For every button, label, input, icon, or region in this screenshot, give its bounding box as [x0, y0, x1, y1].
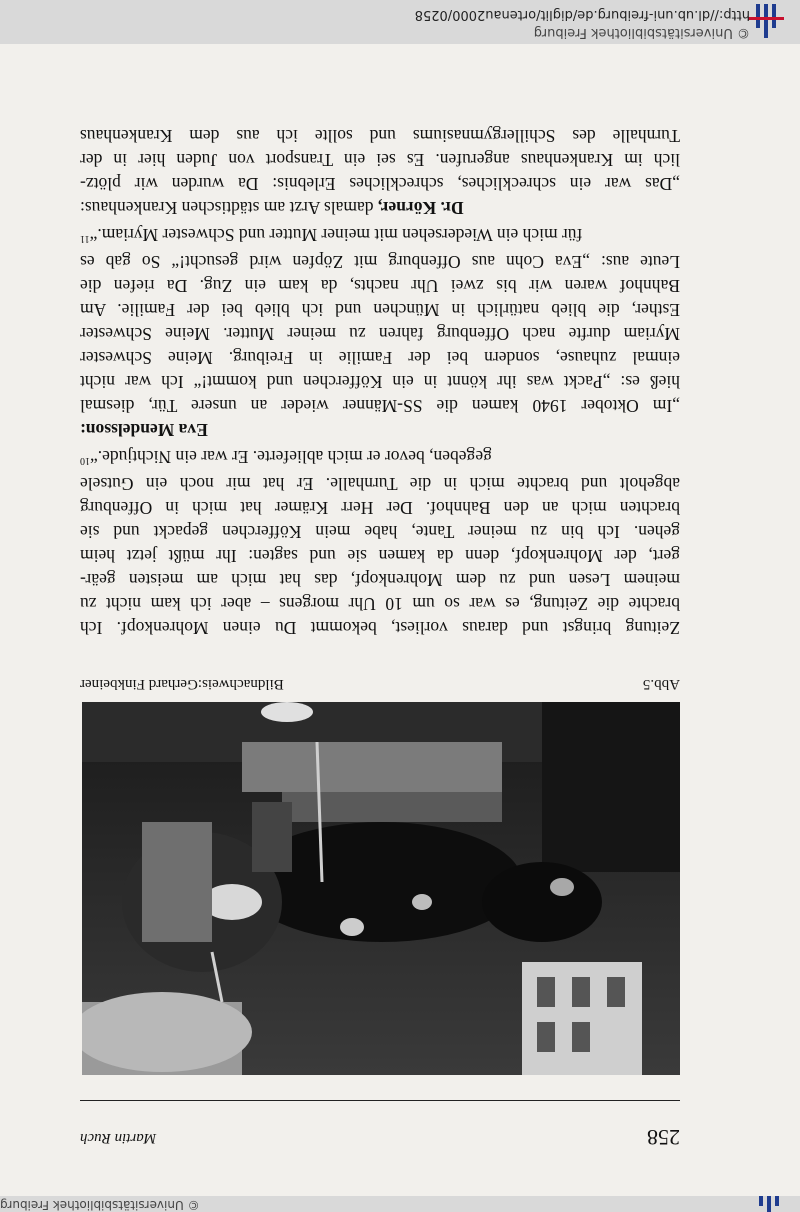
text-line: brachten mich an den Bahnhof. Der Herr Krämer hat mich in Offenburg — [80, 498, 680, 518]
text-line: für mich ein Wiedersehen mit meiner Mutter und Schwester Myriam.“$^{11}$ — [80, 225, 583, 246]
footnote-ref: 11 — [80, 233, 90, 244]
figure-credit: Bildnachweis:Gerhard Finkbeiner — [80, 676, 284, 692]
viewer-copyright: © Universitätsbibliothek Freiburg — [533, 25, 750, 40]
text-line: meinem Lesen und zu dem Mohrenkopf, das hat mich am meisten geär- — [80, 570, 680, 590]
viewer-footer-text: © Universitätsbibliothek Freiburg — [0, 1198, 200, 1212]
speaker-heading — [80, 418, 680, 442]
viewer-url[interactable]: http://dl.ub.uni-freiburg.de/diglit/ortenau2000/0258 — [414, 7, 750, 22]
text-line: Leute aus: „Eva Cohn aus Offenburg mit Zöpfen wird gesucht!“ So gab es — [80, 252, 680, 272]
text-line: Turnhalle des Schillergymnasiums und sollte ich aus dem Krankenhaus — [80, 126, 680, 146]
viewer-header-text — [80, 2, 750, 42]
text-line: Bahnhof waren wir bis zwei Uhr nachts, da kam ein Zug. Da riefen die — [80, 276, 680, 296]
text-line: brachte die Zeitung, es war so um 10 Uhr morgens – aber ich kam nicht zu — [80, 594, 680, 614]
running-head: Martin Ruch — [80, 1130, 157, 1146]
text-line: lich im Krankenhaus angerufen. Es sei ein Transport von Juden hier in der — [80, 150, 680, 170]
text-line: einmal zuhause, sondern bei der Familie in Freiburg. Meine Schwester — [80, 348, 680, 368]
historical-photograph — [82, 702, 680, 1075]
text-line: Zeitung bringst und daraus vorliest, bekommt Du einen Mohrenkopf. Ich — [80, 618, 680, 638]
text-line: Myriam durfte nach Offenburg fahren zu meiner Mutter. Meine Schwester — [80, 324, 680, 344]
speaker-name: Dr. Körner, — [377, 198, 464, 218]
library-logo-icon — [748, 4, 784, 38]
library-logo-icon — [752, 1196, 786, 1212]
speaker-heading: Dr. Körner, damals Arzt am städtischen Krankenhaus: — [80, 198, 464, 218]
header-rule — [80, 1100, 680, 1101]
text-line: „Im Oktober 1940 kamen die SS-Männer wieder an unsere Tür, diesmal — [80, 396, 680, 416]
text-line: Esther, die blieb natürlich in München und ich blieb bei der Familie. Am — [80, 300, 680, 320]
footnote-ref: 10 — [80, 455, 90, 466]
text-line: gert, der Mohrenkopf, denn da kamen sie und sagten: Ihr müßt jetzt heim — [80, 546, 680, 566]
page-number: 258 — [647, 1125, 680, 1150]
text-line: gegeben, bevor er mich ablieferte. Er war ein Nichtjude.“$^{10}$ — [80, 447, 492, 468]
speaker-name: Eva Mendelsson: — [80, 420, 208, 440]
text-line: abgeholt und brachte mich in die Turnhalle. Er hat mir noch ein Gutsele — [80, 474, 680, 494]
text-line: „Das war ein schreckliches, schreckliches Erlebnis: Da wurden wir plötz- — [80, 174, 680, 194]
text-line: hieß es: „Packt was ihr könnt in ein Köfferchen und kommt!“ Ich war nicht — [80, 372, 680, 392]
figure-label: Abb.5 — [642, 676, 680, 692]
text-line: gehen. Ich bin zu meiner Tante, habe mein Köfferchen gepackt und sie — [80, 522, 680, 542]
